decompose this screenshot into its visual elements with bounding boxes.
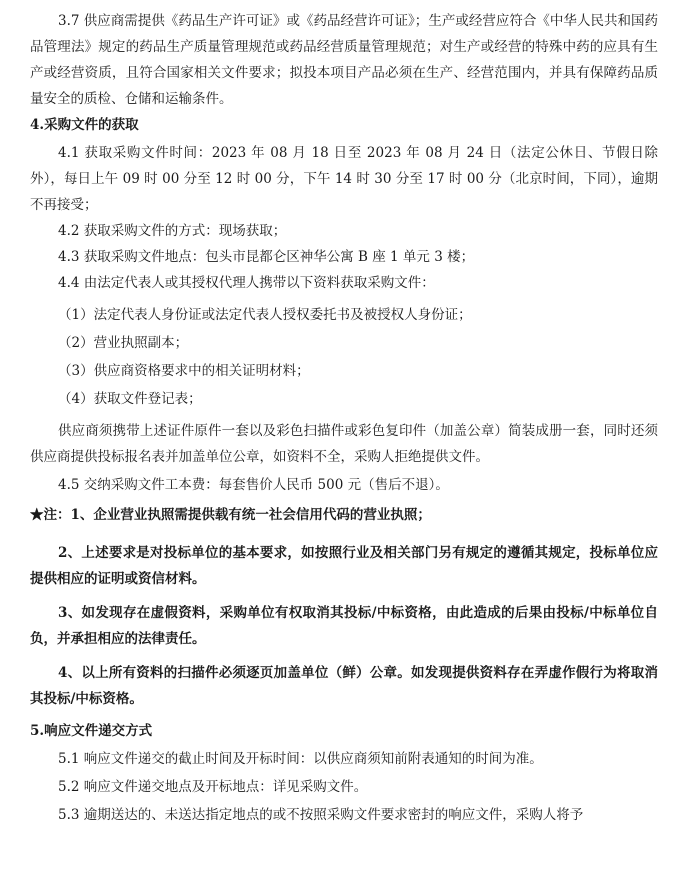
note-3: 3、如发现存在虚假资料，采购单位有权取消其投标/中标资格，由此造成的后果由投标/中标单位自负，并承担相应的法律责任。 — [30, 605, 658, 647]
list-item-1: （1）法定代表人身份证或法定代表人授权委托书及被授权人身份证； — [58, 307, 472, 323]
clause-5-1: 5.1 响应文件递交的截止时间及开标时间：以供应商须知前附表通知的时间为准。 — [58, 751, 543, 767]
list-item-3: （3）供应商资格要求中的相关证明材料； — [58, 363, 310, 379]
note-1: ★注：1、企业营业执照需提供载有统一社会信用代码的营业执照； — [30, 507, 431, 523]
section-4-heading: 4.采购文件的获取 — [30, 117, 139, 133]
clause-5-2: 5.2 响应文件递交地点及开标地点：详见采购文件。 — [58, 779, 368, 795]
note-4: 4、以上所有资料的扫描件必须逐页加盖单位（鲜）公章。如发现提供资料存在弄虚作假行为将取消其投标/中标资格。 — [30, 665, 658, 707]
clause-4-1: 4.1 获取采购文件时间：2023 年 08 月 18 日至 2023 年 08 月 24 日（法定公休日、节假日除外），每日上午 09 时 00 分至 12 时 00 分，下午 14 时 30 分至 17 时 00 分（北京时间，下同），逾期不再接受； — [30, 145, 658, 213]
note-2: 2、上述要求是对投标单位的基本要求，如按照行业及相关部门另有规定的遵循其规定，投标单位应提供相应的证明或资信材料。 — [30, 545, 658, 587]
clause-5-3: 5.3 逾期送达的、未送达指定地点的或不按照采购文件要求密封的响应文件，采购人将予 — [58, 807, 584, 823]
clause-4-4: 4.4 由法定代表人或其授权代理人携带以下资料获取采购文件： — [58, 275, 435, 291]
section-5-heading: 5.响应文件递交方式 — [30, 723, 153, 739]
carry-requirements: 供应商须携带上述证件原件一套以及彩色扫描件或彩色复印件（加盖公章）简装成册一套，同时还须供应商提供投标报名表并加盖单位公章，如资料不全，采购人拒绝提供文件。 — [30, 423, 658, 465]
list-item-4: （4）获取文件登记表； — [58, 391, 202, 407]
list-item-2: （2）营业执照副本； — [58, 335, 189, 351]
clause-3-7: 3.7 供应商需提供《药品生产许可证》或《药品经营许可证》；生产或经营应符合《中华人民共和国药品管理法》规定的药品生产质量管理规范或药品经营质量管理规范；对生产或经营的特殊中药的应具有生产或经营资质，且符合国家相关文件要求；拟投本项目产品必须在生产、经营范围内，并具有保障药品质量安全的质检、仓储和运输条件。 — [30, 13, 658, 107]
clause-4-2: 4.2 获取采购文件的方式：现场获取； — [58, 223, 287, 239]
clause-4-5: 4.5 交纳采购文件工本费：每套售价人民币 500 元（售后不退）。 — [58, 477, 449, 493]
clause-4-3: 4.3 获取采购文件地点：包头市昆都仑区神华公寓 B 座 1 单元 3 楼； — [58, 249, 475, 265]
